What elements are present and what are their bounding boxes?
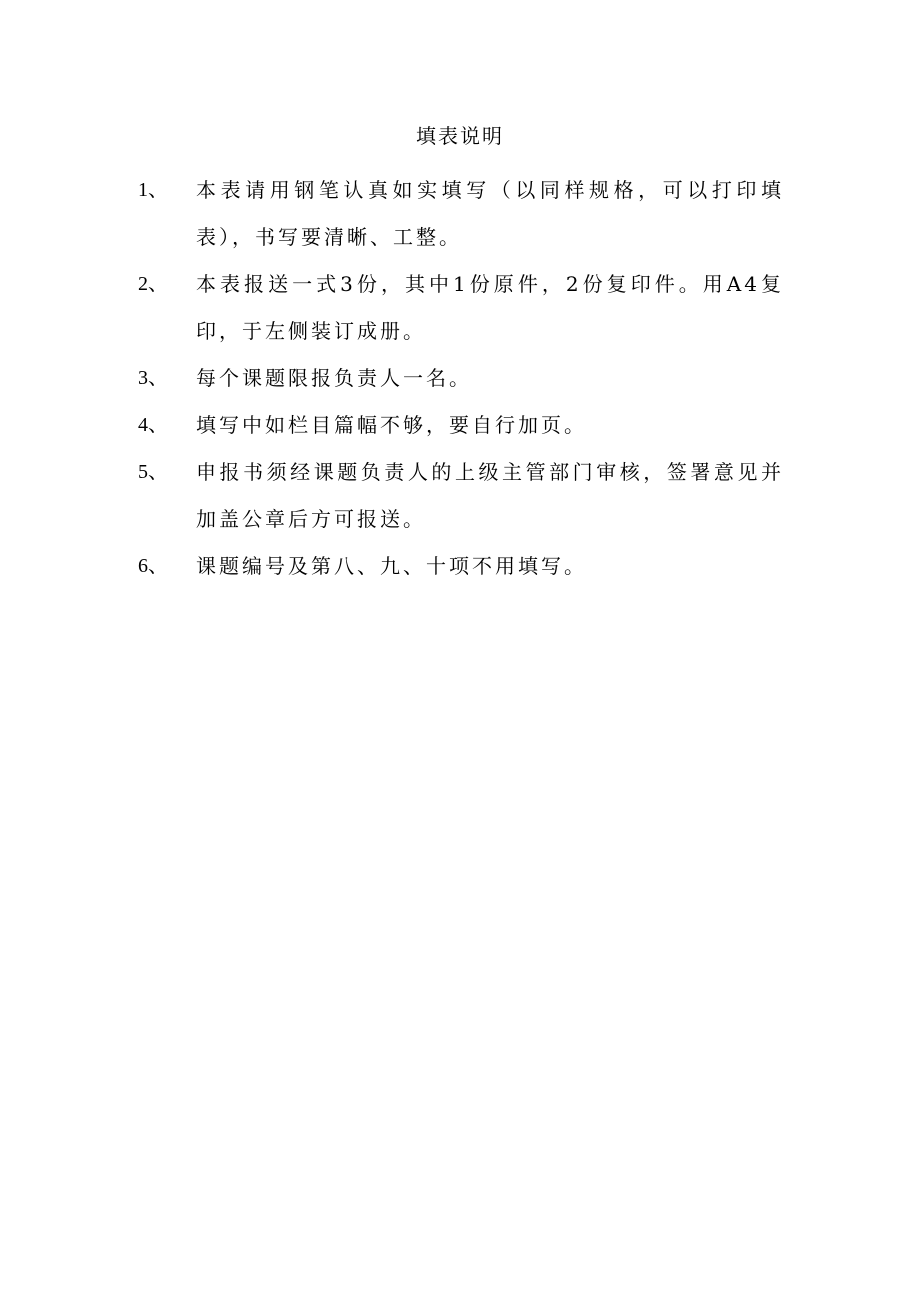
list-item [0, 402, 920, 449]
item-number: 3、 [138, 367, 168, 389]
item-text: 课题编号及第八、九、十项不用填写。 [196, 554, 587, 578]
item-number: 6、 [138, 555, 168, 577]
item-text: 本表请用钢笔认真如实填写（以同样规格，可以打印填表），书写要清晰、工整。 [196, 178, 784, 249]
page-title: 填表说明 [416, 124, 504, 148]
instructions-list [0, 167, 920, 590]
item-number: 1、 [138, 179, 168, 201]
list-item [0, 167, 920, 261]
list-item [0, 449, 920, 543]
list-item [0, 355, 920, 402]
item-text: 填写中如栏目篇幅不够，要自行加页。 [196, 413, 587, 437]
item-number: 5、 [138, 461, 168, 483]
item-number: 4、 [138, 414, 168, 436]
item-text: 申报书须经课题负责人的上级主管部门审核，签署意见并加盖公章后方可报送。 [196, 460, 784, 531]
item-number: 2、 [138, 273, 168, 295]
list-item [0, 543, 920, 590]
list-item [0, 261, 920, 355]
item-text: 每个课题限报负责人一名。 [196, 366, 472, 390]
item-text: 本表报送一式3份，其中1份原件，2份复印件。用A4复印，于左侧装订成册。 [196, 272, 784, 343]
